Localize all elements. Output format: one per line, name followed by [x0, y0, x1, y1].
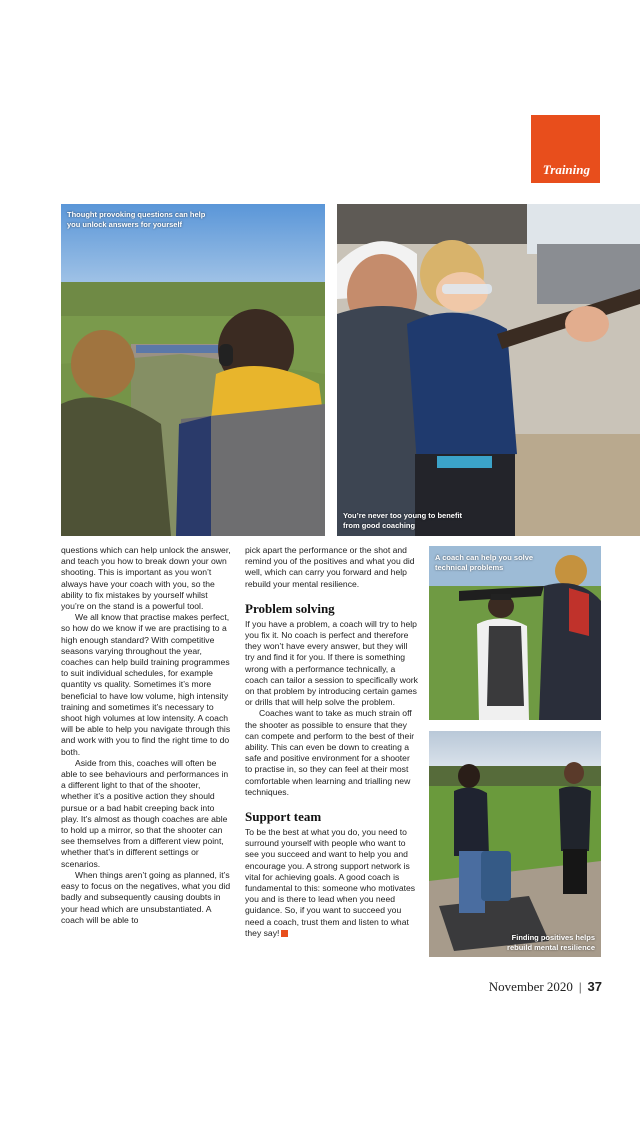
section-tab-label: Training: [542, 162, 590, 177]
col1-paragraph-4: When things aren’t going as planned, it’s easy to focus on the negatives, what you did badly and subsequently causing doubts in your head which are unsubstantiated. A coach will be able to: [61, 869, 231, 925]
article-column-2: [245, 545, 419, 939]
photo-finding-positives: [429, 731, 601, 957]
col2-paragraph-1: pick apart the performance or the shot and remind you of the positives and what you did well, which can carry you forward and help rebuild your mental resilience.: [245, 545, 415, 589]
photo3-caption: A coach can help you solve technical problems: [435, 553, 534, 572]
col1-paragraph-1: questions which can help unlock the answer, and teach you how to break down your own shooting. This is important as you won’t always have your coach with you, so the ability to fix mistakes by yourself whilst you’re on the stand is a powerful tool.: [61, 545, 231, 612]
col1-paragraph-2: We all know that practise makes perfect, so how do we know if we are practising to a high enough standard? With competitive seasons varying throughout the year, coaches can help build training programmes to suit individual schedules, for example quantity vs quality. Sometimes it’s more beneficial to have low volume, high intensity training and sometimes it’s necessary to shoot high volumes at low intensity. A coach will be able to help you navigate through this and work with you to find the right time to do both.: [61, 612, 231, 757]
footer-month: November 2020: [488, 979, 573, 994]
photo-young-shooter: [337, 204, 640, 536]
page-number: 37: [587, 979, 602, 994]
photo1-caption: Thought provoking questions can help you unlock answers for yourself: [67, 210, 206, 229]
article-column-1: [61, 545, 233, 926]
col2-paragraph-2: If you have a problem, a coach will try to help you fix it. No coach is perfect and therefore they won’t have every answer, but they will try and find it for you. If there is something wrong with a performance technically, a coach can tailor a session to specifically work on that problem by introducing certain games or drills that will help solve the problem.: [245, 618, 418, 708]
photo4-caption: Finding positives helps rebuild mental resilience: [507, 933, 595, 952]
heading-problem-solving: Problem solving: [245, 600, 335, 616]
footer-separator: |: [578, 979, 582, 994]
col2-paragraph-3: Coaches want to take as much strain off the shooter as possible to ensure that they can compete and perform to the best of their ability. This can even be down to creating a safe and positive environment for a shooter to practise in, so they can feel at their most comfortable when learning and trialling new techniques.: [245, 708, 415, 797]
heading-support-team: Support team: [245, 809, 322, 825]
section-tab: [531, 115, 600, 183]
col2-paragraph-4: [245, 827, 419, 939]
page-footer: [489, 979, 602, 995]
col2-paragraph-4-text: To be the best at what you do, you need to surround yourself with people who want to see you succeed and want to help you and encourage you. A strong support network is vital for achieving goals. A good coach is fundamental to this: someone who motivates you and is there to lead when you need guidance. So, if you want to succeed you need a coach, trust them and listen to what they say!: [245, 827, 416, 938]
photo2-caption: You’re never too young to benefit from good coaching: [343, 511, 463, 530]
photo-coaching-conversation: [61, 204, 325, 536]
end-mark-icon: [281, 930, 288, 937]
col1-paragraph-3: Aside from this, coaches will often be able to see behaviours and performances in a different light to that of the shooter, whether it’s a positive action they should pursue or a bad habit creeping back into play. It’s almost as though coaches are able to hold up a mirror, so that the shooter can see themselves from a different view point, whether that’s in different settings or scenarios.: [61, 757, 229, 869]
